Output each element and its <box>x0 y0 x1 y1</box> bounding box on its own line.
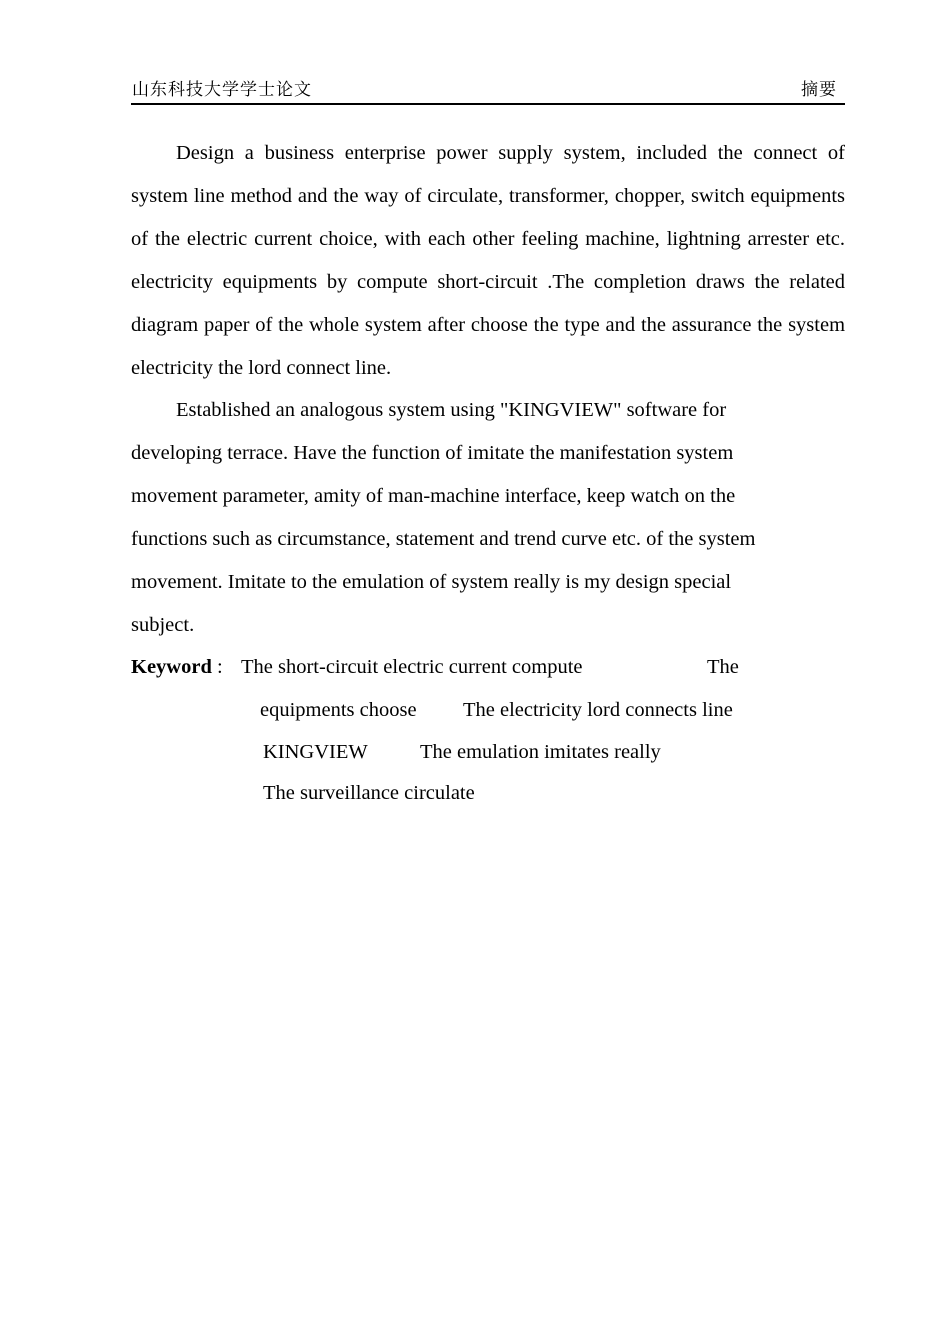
keyword-item: The short-circuit electric current compute <box>241 656 583 678</box>
header-section-title: 摘要 <box>801 80 837 100</box>
keyword-item: The electricity lord connects line <box>463 699 733 721</box>
abstract-p2-line: movement parameter, amity of man-machine interface, keep watch on the <box>131 485 736 507</box>
keyword-item: The <box>707 656 739 678</box>
keyword-item: equipments choose <box>260 699 417 721</box>
abstract-p1-line: equipments of the electric current choice, with each other feeling machine, <box>131 185 845 250</box>
abstract-p1-line: Design a business enterprise power supply system, included the connect of <box>176 142 845 164</box>
keyword-item: KINGVIEW <box>263 741 368 763</box>
page-header <box>131 78 845 105</box>
abstract-p1-line: completion draws the related diagram paper of the whole system after choose <box>131 271 846 336</box>
abstract-p1-line: the type and the assurance the system electricity the lord connect line. <box>131 314 846 379</box>
abstract-p2-line: functions such as circumstance, statement and trend curve etc. of the system <box>131 528 756 550</box>
abstract-p2-line: Established an analogous system using "KINGVIEW" software for <box>176 399 727 421</box>
keywords-colon: : <box>217 656 223 678</box>
abstract-p2-line: developing terrace. Have the function of imitate the manifestation system <box>131 442 734 464</box>
header-thesis-title: 山东科技大学学士论文 <box>132 80 312 100</box>
abstract-paragraph-1 <box>131 132 845 390</box>
keywords-label: Keyword <box>131 656 212 678</box>
abstract-p1-line: lightning arrester etc. electricity equipments by compute short-circuit .The <box>131 228 846 293</box>
keyword-item: The surveillance circulate <box>263 782 475 804</box>
abstract-p1-line: system line method and the way of circulate, transformer, chopper, switch <box>131 185 745 207</box>
keyword-item: The emulation imitates really <box>420 741 661 763</box>
abstract-paragraph-2 <box>131 389 845 647</box>
abstract-p2-line: movement. Imitate to the emulation of system really is my design special <box>131 571 732 593</box>
abstract-p2-line: subject. <box>131 614 195 636</box>
